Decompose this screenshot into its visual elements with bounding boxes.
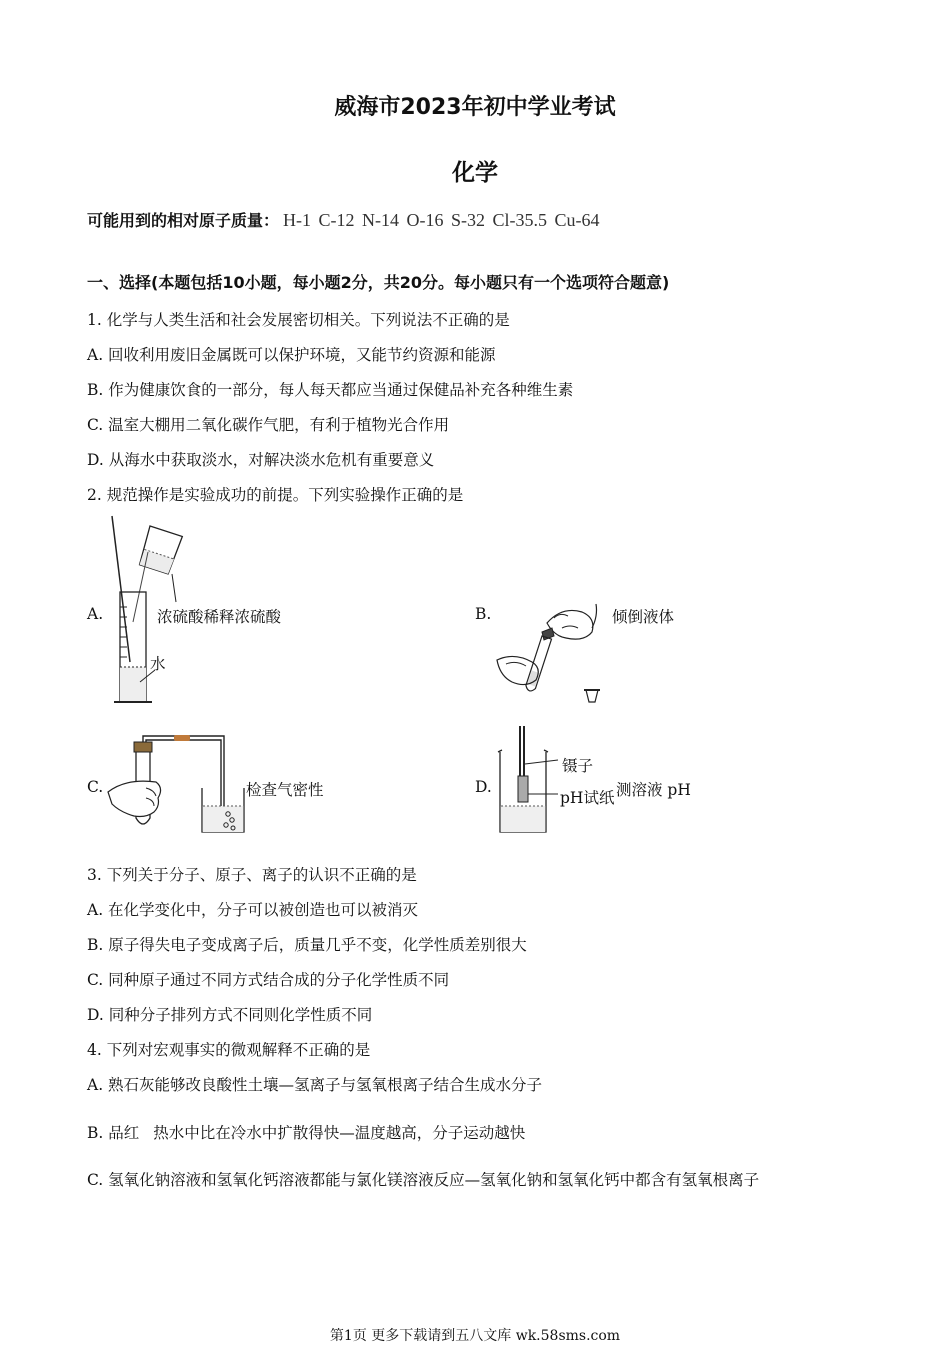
subject-title: 化学 (452, 160, 498, 186)
q1-option-d: D. 从海水中获取淡水，对解决淡水危机有重要意义 (87, 451, 435, 469)
q4-option-b-pre: B. 品红 (87, 1124, 140, 1142)
q2-option-b-label: B. (475, 605, 492, 623)
q2-option-a-water-label: 水 (150, 655, 166, 673)
q1-option-b: B. 作为健康饮食的一部分，每人每天都应当通过保健品补充各种维生素 (87, 381, 574, 399)
q4-option-b (87, 1121, 525, 1143)
q3-option-d: D. 同种分子排列方式不同则化学性质不同 (87, 1006, 373, 1024)
q1-option-c: C. 温室大棚用二氧化碳作气肥，有利于植物光合作用 (87, 416, 450, 434)
q2-stem: 2. 规范操作是实验成功的前提。下列实验操作正确的是 (87, 486, 464, 504)
q2-option-b-caption: 倾倒液体 (612, 608, 675, 626)
q2-option-d-tweezers-label: 镊子 (562, 757, 594, 775)
q4-option-c: C. 氢氧化钠溶液和氢氧化钙溶液都能与氯化镁溶液反应—氢氧化钠和氢氧化钙中都含有氢氧根离子 (87, 1171, 760, 1189)
q2-option-c-caption: 检查气密性 (246, 781, 324, 799)
exam-title: 威海市2023年初中学业考试 (334, 95, 616, 120)
q4-stem: 4. 下列对宏观事实的微观解释不正确的是 (87, 1041, 371, 1059)
q4-option-b-post: 热水中比在冷水中扩散得快—温度越高，分子运动越快 (153, 1124, 526, 1142)
page-footer: 第1页 更多下载请到五八文库 wk.58sms.com (329, 1328, 621, 1344)
q1-stem: 1. 化学与人类生活和社会发展密切相关。下列说法不正确的是 (87, 311, 510, 329)
q4-option-a: A. 熟石灰能够改良酸性土壤—氢离子与氢氧根离子结合生成水分子 (87, 1076, 543, 1094)
q2-option-a-label: A. (87, 605, 104, 623)
q2-option-c-label: C. (87, 778, 104, 796)
atomic-masses-values: H-1 C-12 N-14 O-16 S-32 Cl-35.5 Cu-64 (283, 210, 600, 230)
q3-option-c: C. 同种原子通过不同方式结合成的分子化学性质不同 (87, 971, 450, 989)
ph-test-figure (496, 724, 566, 836)
section-heading: 一、选择(本题包括10小题，每小题2分，共20分。每小题只有一个选项符合题意) (87, 273, 670, 292)
atomic-masses (87, 208, 600, 231)
q2-option-d-paper-label: pH试纸 (560, 789, 615, 807)
q1-option-a: A. 回收利用废旧金属既可以保护环境，又能节约资源和能源 (87, 346, 496, 364)
atomic-masses-label: 可能用到的相对原子质量： (87, 211, 280, 230)
q3-option-a: A. 在化学变化中，分子可以被创造也可以被消灭 (87, 901, 419, 919)
airtightness-figure (106, 732, 246, 836)
q3-stem: 3. 下列关于分子、原子、离子的认识不正确的是 (87, 866, 417, 884)
q2-option-a-caption: 浓硫酸稀释浓硫酸 (157, 608, 282, 626)
q2-option-d-caption: 测溶液 pH (616, 781, 691, 799)
q2-option-d-label: D. (475, 778, 492, 796)
q3-option-b: B. 原子得失电子变成离子后，质量几乎不变，化学性质差别很大 (87, 936, 527, 954)
pouring-figure (492, 598, 612, 708)
